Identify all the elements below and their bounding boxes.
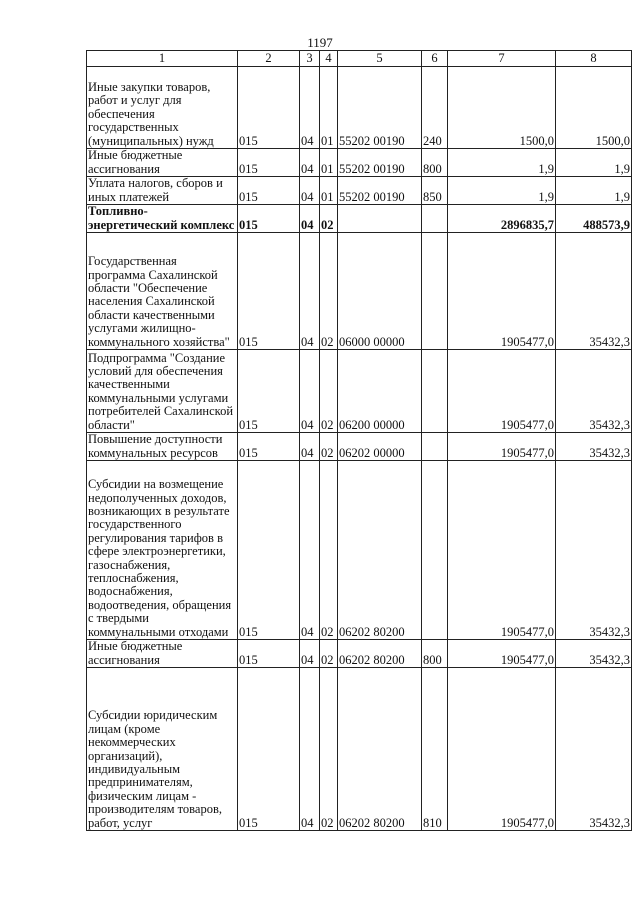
cell-item-name: Уплата налогов, сборов и иных платежей	[87, 177, 238, 205]
cell-amount-2022: 1905477,0	[448, 233, 556, 350]
cell-subsection-code: 02	[320, 205, 338, 233]
table-row	[87, 67, 632, 149]
cell-expense-type-code: 810	[422, 668, 448, 831]
cell-subsection-code: 01	[320, 67, 338, 149]
cell-expense-type-code	[422, 350, 448, 433]
cell-section-code: 04	[300, 205, 320, 233]
cell-expense-type-code: 240	[422, 67, 448, 149]
column-header: 8	[556, 51, 632, 67]
cell-target-article-code: 55202 00190	[338, 67, 422, 149]
cell-expense-type-code: 800	[422, 149, 448, 177]
table-row	[87, 461, 632, 640]
cell-target-article-code: 06202 80200	[338, 461, 422, 640]
column-header: 2	[238, 51, 300, 67]
cell-subsection-code: 02	[320, 350, 338, 433]
cell-amount-2023: 35432,3	[556, 350, 632, 433]
cell-subsection-code: 02	[320, 640, 338, 668]
cell-target-article-code: 06202 80200	[338, 668, 422, 831]
column-header: 3	[300, 51, 320, 67]
table-row	[87, 205, 632, 233]
table-row	[87, 668, 632, 831]
cell-target-article-code: 55202 00190	[338, 149, 422, 177]
cell-subsection-code: 02	[320, 668, 338, 831]
cell-amount-2022: 1905477,0	[448, 461, 556, 640]
cell-amount-2022: 1,9	[448, 149, 556, 177]
cell-item-name: Иные бюджетные ассигнования	[87, 149, 238, 177]
cell-expense-type-code	[422, 461, 448, 640]
cell-section-code: 04	[300, 177, 320, 205]
cell-expense-type-code	[422, 205, 448, 233]
cell-subsection-code: 01	[320, 149, 338, 177]
cell-target-article-code: 06202 80200	[338, 640, 422, 668]
table-row	[87, 433, 632, 461]
cell-item-name: Государственная программа Сахалинской области "Обеспечение населения Сахалинской области качественными услугами жилищно-коммунального хозяйства"	[87, 233, 238, 350]
cell-section-code: 04	[300, 668, 320, 831]
table-row	[87, 350, 632, 433]
cell-section-code: 04	[300, 233, 320, 350]
cell-amount-2022: 1500,0	[448, 67, 556, 149]
cell-ministry-code: 015	[238, 233, 300, 350]
cell-subsection-code: 02	[320, 461, 338, 640]
cell-expense-type-code	[422, 233, 448, 350]
table-row	[87, 640, 632, 668]
cell-ministry-code: 015	[238, 668, 300, 831]
table-row	[87, 233, 632, 350]
table-row	[87, 149, 632, 177]
column-header: 4	[320, 51, 338, 67]
table-row	[87, 177, 632, 205]
cell-subsection-code: 02	[320, 233, 338, 350]
cell-section-code: 04	[300, 350, 320, 433]
cell-amount-2023: 1500,0	[556, 67, 632, 149]
cell-section-code: 04	[300, 433, 320, 461]
cell-amount-2023: 35432,3	[556, 461, 632, 640]
cell-amount-2022: 1,9	[448, 177, 556, 205]
column-header: 5	[338, 51, 422, 67]
cell-ministry-code: 015	[238, 350, 300, 433]
cell-amount-2023: 35432,3	[556, 668, 632, 831]
cell-amount-2022: 1905477,0	[448, 433, 556, 461]
cell-item-name: Топливно-энергетический комплекс	[87, 205, 238, 233]
cell-ministry-code: 015	[238, 205, 300, 233]
cell-amount-2022: 1905477,0	[448, 350, 556, 433]
cell-item-name: Подпрограмма "Создание условий для обеспечения качественными коммунальными услугами потребителей Сахалинской области"	[87, 350, 238, 433]
cell-amount-2023: 1,9	[556, 177, 632, 205]
budget-table	[86, 50, 632, 831]
cell-ministry-code: 015	[238, 640, 300, 668]
cell-amount-2023: 1,9	[556, 149, 632, 177]
cell-subsection-code: 02	[320, 433, 338, 461]
column-header: 7	[448, 51, 556, 67]
cell-target-article-code	[338, 205, 422, 233]
cell-amount-2023: 488573,9	[556, 205, 632, 233]
cell-subsection-code: 01	[320, 177, 338, 205]
cell-item-name: Иные закупки товаров, работ и услуг для обеспечения государственных (муниципальных) нужд	[87, 67, 238, 149]
cell-target-article-code: 06202 00000	[338, 433, 422, 461]
cell-ministry-code: 015	[238, 177, 300, 205]
cell-section-code: 04	[300, 640, 320, 668]
cell-item-name: Повышение доступности коммунальных ресурсов	[87, 433, 238, 461]
column-header: 6	[422, 51, 448, 67]
cell-amount-2023: 35432,3	[556, 233, 632, 350]
cell-expense-type-code: 850	[422, 177, 448, 205]
cell-target-article-code: 06000 00000	[338, 233, 422, 350]
cell-target-article-code: 06200 00000	[338, 350, 422, 433]
cell-amount-2022: 1905477,0	[448, 668, 556, 831]
cell-ministry-code: 015	[238, 149, 300, 177]
cell-amount-2023: 35432,3	[556, 640, 632, 668]
page-number: 1197	[307, 35, 333, 50]
cell-section-code: 04	[300, 149, 320, 177]
cell-amount-2022: 2896835,7	[448, 205, 556, 233]
cell-ministry-code: 015	[238, 433, 300, 461]
header-row	[87, 51, 632, 67]
cell-amount-2023: 35432,3	[556, 433, 632, 461]
cell-section-code: 04	[300, 67, 320, 149]
cell-amount-2022: 1905477,0	[448, 640, 556, 668]
cell-item-name: Субсидии на возмещение недополученных доходов, возникающих в результате государственного регулирования тарифов в сфере электроэнергетики, газоснабжения, теплоснабжения, водоснабжения, водоотведения, обращения с твердыми коммунальными отходами	[87, 461, 238, 640]
cell-expense-type-code	[422, 433, 448, 461]
cell-ministry-code: 015	[238, 67, 300, 149]
cell-section-code: 04	[300, 461, 320, 640]
column-header: 1	[87, 51, 238, 67]
cell-target-article-code: 55202 00190	[338, 177, 422, 205]
cell-item-name: Иные бюджетные ассигнования	[87, 640, 238, 668]
cell-expense-type-code: 800	[422, 640, 448, 668]
cell-ministry-code: 015	[238, 461, 300, 640]
cell-item-name: Субсидии юридическим лицам (кроме некоммерческих организаций), индивидуальным предпринимателям, физическим лицам - производителям товаров, работ, услуг	[87, 668, 238, 831]
